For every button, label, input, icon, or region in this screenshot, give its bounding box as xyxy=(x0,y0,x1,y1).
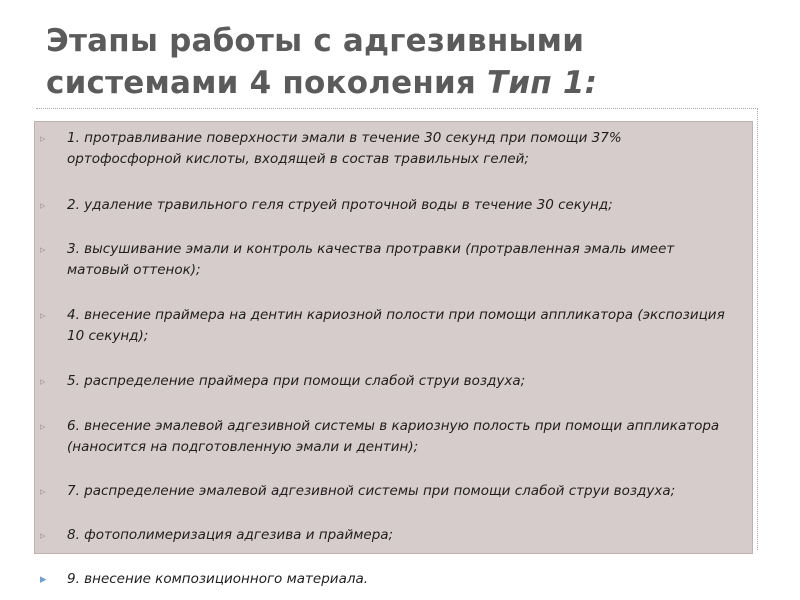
triangle-bullet-icon: ▹ xyxy=(40,309,46,322)
list-item xyxy=(40,569,740,590)
step-text: 4. внесение праймера на дентин кариозной полости при помощи аппликатора (экспозиция 10 секунд); xyxy=(67,307,725,344)
list-item xyxy=(40,416,740,458)
step-text: 2. удаление травильного геля струей проточной воды в течение 30 секунд; xyxy=(67,197,613,213)
list-item xyxy=(40,305,740,347)
list-item xyxy=(40,195,740,216)
step-text: 7. распределение эмалевой адгезивной системы при помощи слабой струи воздуха; xyxy=(67,483,676,499)
title-line-1: Этапы работы с адгезивными xyxy=(46,23,585,59)
step-text: 6. внесение эмалевой адгезивной системы в кариозную полость при помощи аппликатора (наносится на подготовленную эмали и дентин); xyxy=(67,418,720,455)
step-text: 5. распределение праймера при помощи слабой струи воздуха; xyxy=(67,373,526,389)
triangle-bullet-icon: ▹ xyxy=(40,375,46,388)
list-item xyxy=(40,239,740,281)
triangle-bullet-icon: ▹ xyxy=(40,485,46,498)
title-line-2-main: системами 4 поколения xyxy=(46,65,476,101)
step-text: 1. протравливание поверхности эмали в течение 30 секунд при помощи 37% ортофосфорной кислоты, входящей в состав травильных гелей; xyxy=(67,130,622,167)
list-item xyxy=(40,128,740,170)
step-text: 8. фотополимеризация адгезива и праймера; xyxy=(67,527,394,543)
triangle-bullet-icon: ▹ xyxy=(40,420,46,433)
list-item xyxy=(40,525,740,546)
triangle-bullet-icon: ▹ xyxy=(40,132,46,145)
list-item xyxy=(40,481,740,502)
triangle-bullet-icon: ▹ xyxy=(40,199,46,212)
list-item xyxy=(40,371,740,392)
step-text: 9. внесение композиционного материала. xyxy=(67,571,369,587)
triangle-bullet-icon: ▸ xyxy=(40,572,47,587)
triangle-bullet-icon: ▹ xyxy=(40,529,46,542)
title-type-tag: Тип 1: xyxy=(486,65,598,101)
triangle-bullet-icon: ▹ xyxy=(40,243,46,256)
step-text: 3. высушивание эмали и контроль качества протравки (протравленная эмаль имеет матовый оттенок); xyxy=(67,241,675,278)
